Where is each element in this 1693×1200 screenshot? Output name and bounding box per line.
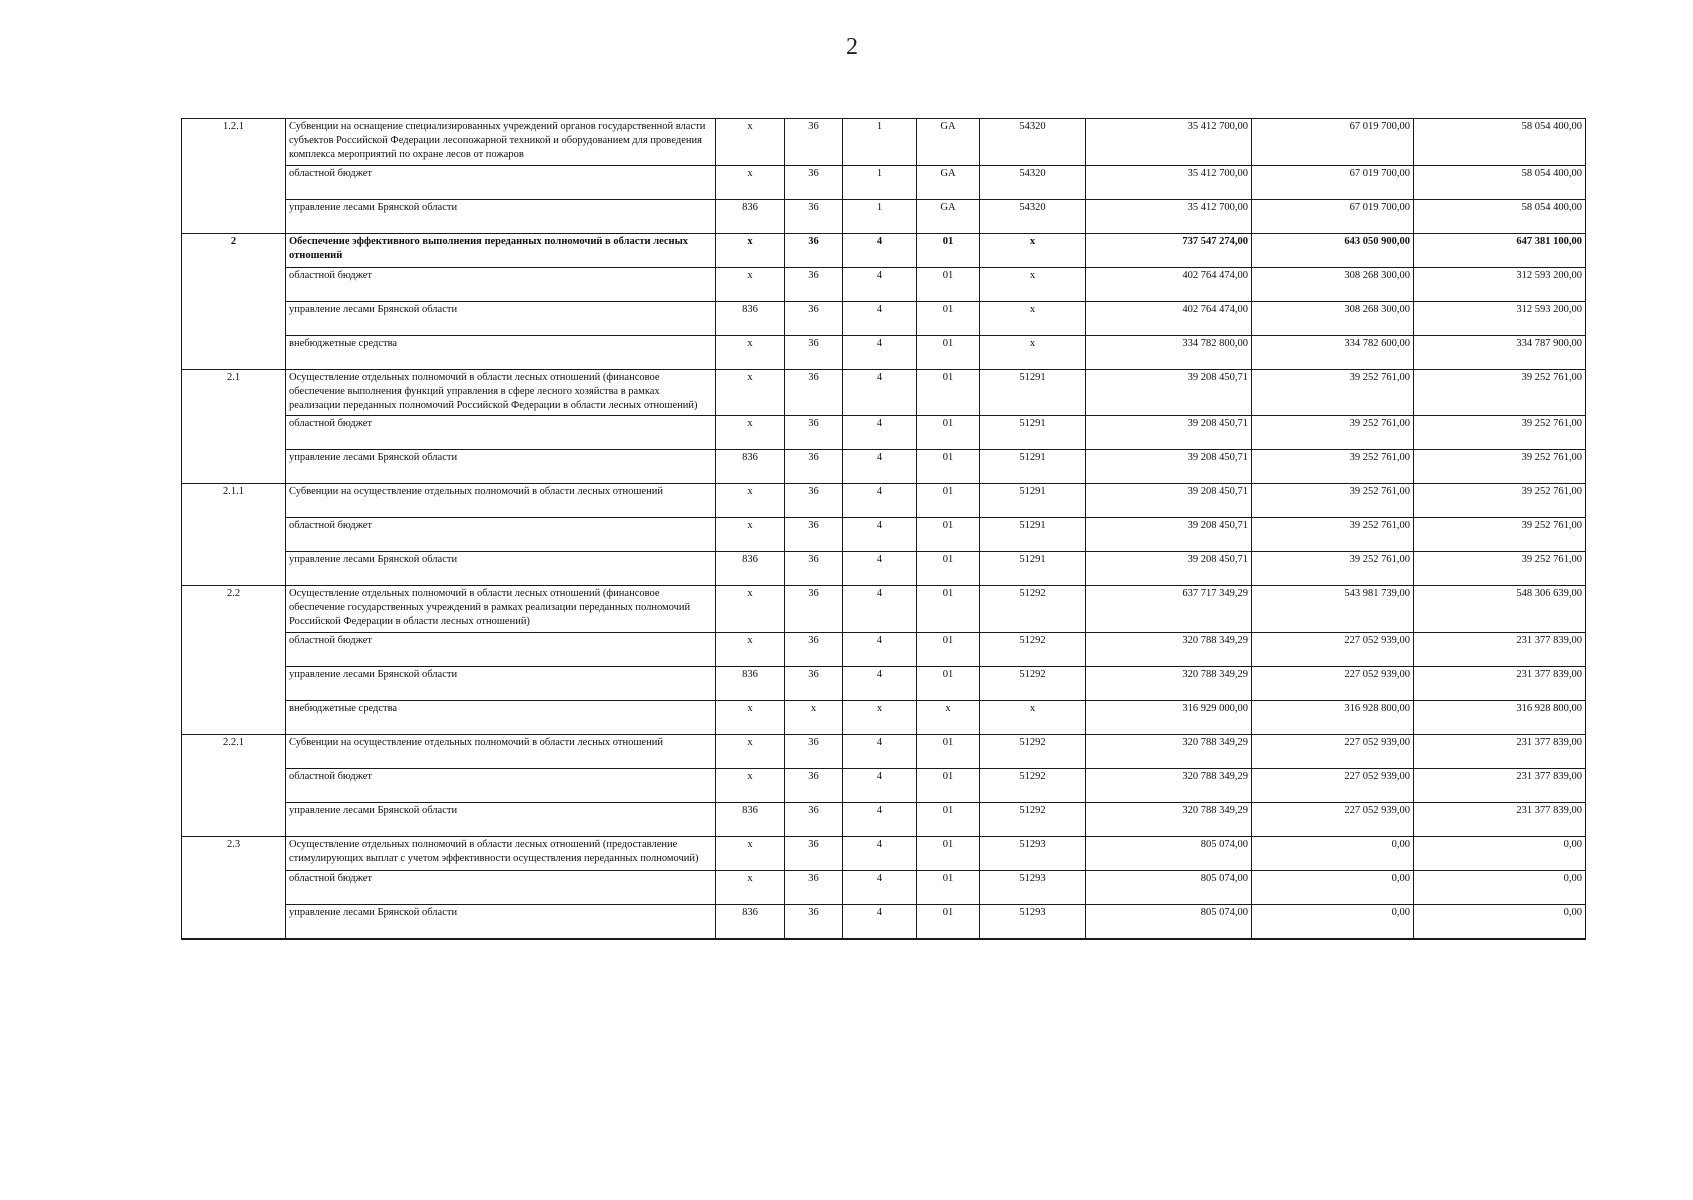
cell-program-code: 36 [785, 768, 843, 802]
cell-program-code: 36 [785, 199, 843, 233]
cell-subprogram-code: 4 [843, 484, 917, 518]
cell-gov-code: 836 [716, 450, 785, 484]
cell-program-code: 36 [785, 335, 843, 369]
cell-direction-code: 51292 [980, 768, 1086, 802]
amount-year-2: 67 019 700,00 [1252, 119, 1414, 166]
table-row [182, 666, 1586, 700]
amount-year-1: 35 412 700,00 [1086, 165, 1252, 199]
table-row [182, 301, 1586, 335]
budget-table [181, 118, 1586, 940]
cell-subprogram-code: 4 [843, 267, 917, 301]
cell-program-code: 36 [785, 416, 843, 450]
cell-subprogram-code: 1 [843, 199, 917, 233]
table-body [182, 119, 1586, 939]
amount-year-2: 227 052 939,00 [1252, 632, 1414, 666]
table-row [182, 870, 1586, 904]
cell-direction-code: 51291 [980, 450, 1086, 484]
table-row [182, 335, 1586, 369]
amount-year-1: 39 208 450,71 [1086, 416, 1252, 450]
table-row [182, 484, 1586, 518]
cell-subprogram-code: 4 [843, 904, 917, 939]
cell-direction-code: x [980, 301, 1086, 335]
row-description: внебюджетные средства [286, 335, 716, 369]
cell-activity-code: 01 [917, 632, 980, 666]
cell-activity-code: 01 [917, 369, 980, 416]
amount-year-3: 231 377 839,00 [1414, 802, 1586, 836]
cell-program-code: 36 [785, 165, 843, 199]
cell-direction-code: 54320 [980, 199, 1086, 233]
cell-gov-code: x [716, 768, 785, 802]
cell-subprogram-code: 4 [843, 586, 917, 633]
cell-subprogram-code: 4 [843, 802, 917, 836]
amount-year-2: 67 019 700,00 [1252, 199, 1414, 233]
table-row [182, 165, 1586, 199]
amount-year-2: 334 782 600,00 [1252, 335, 1414, 369]
amount-year-2: 0,00 [1252, 904, 1414, 939]
amount-year-1: 402 764 474,00 [1086, 301, 1252, 335]
row-description: внебюджетные средства [286, 700, 716, 734]
cell-subprogram-code: 4 [843, 450, 917, 484]
cell-gov-code: x [716, 267, 785, 301]
amount-year-1: 805 074,00 [1086, 836, 1252, 870]
amount-year-3: 0,00 [1414, 836, 1586, 870]
table-row [182, 267, 1586, 301]
amount-year-3: 231 377 839,00 [1414, 734, 1586, 768]
cell-direction-code: 51291 [980, 518, 1086, 552]
cell-activity-code: 01 [917, 335, 980, 369]
cell-subprogram-code: 4 [843, 335, 917, 369]
cell-subprogram-code: 4 [843, 734, 917, 768]
amount-year-1: 39 208 450,71 [1086, 369, 1252, 416]
cell-program-code: 36 [785, 666, 843, 700]
amount-year-1: 320 788 349,29 [1086, 666, 1252, 700]
cell-direction-code: 51292 [980, 632, 1086, 666]
amount-year-2: 67 019 700,00 [1252, 165, 1414, 199]
cell-activity-code: 01 [917, 666, 980, 700]
cell-subprogram-code: 4 [843, 552, 917, 586]
row-description: Обеспечение эффективного выполнения переданных полномочий в области лесных отношений [286, 233, 716, 267]
amount-year-3: 39 252 761,00 [1414, 450, 1586, 484]
cell-subprogram-code: 4 [843, 416, 917, 450]
cell-activity-code: x [917, 700, 980, 734]
row-number: 2 [182, 233, 286, 369]
amount-year-1: 39 208 450,71 [1086, 518, 1252, 552]
cell-gov-code: 836 [716, 552, 785, 586]
amount-year-3: 39 252 761,00 [1414, 518, 1586, 552]
amount-year-3: 58 054 400,00 [1414, 119, 1586, 166]
cell-direction-code: x [980, 700, 1086, 734]
cell-activity-code: 01 [917, 450, 980, 484]
cell-program-code: 36 [785, 233, 843, 267]
amount-year-3: 231 377 839,00 [1414, 666, 1586, 700]
cell-program-code: 36 [785, 836, 843, 870]
cell-gov-code: x [716, 335, 785, 369]
cell-program-code: 36 [785, 267, 843, 301]
cell-program-code: 36 [785, 802, 843, 836]
cell-subprogram-code: x [843, 700, 917, 734]
row-number: 2.2.1 [182, 734, 286, 836]
amount-year-3: 312 593 200,00 [1414, 301, 1586, 335]
cell-gov-code: x [716, 700, 785, 734]
amount-year-1: 320 788 349,29 [1086, 768, 1252, 802]
cell-program-code: 36 [785, 518, 843, 552]
amount-year-2: 39 252 761,00 [1252, 552, 1414, 586]
row-number: 2.1 [182, 369, 286, 484]
row-description: Субвенции на осуществление отдельных полномочий в области лесных отношений [286, 484, 716, 518]
cell-direction-code: 51292 [980, 586, 1086, 633]
cell-direction-code: 51292 [980, 666, 1086, 700]
amount-year-2: 39 252 761,00 [1252, 369, 1414, 416]
cell-gov-code: x [716, 165, 785, 199]
cell-direction-code: 54320 [980, 119, 1086, 166]
cell-gov-code: x [716, 119, 785, 166]
cell-activity-code: GA [917, 119, 980, 166]
cell-subprogram-code: 4 [843, 369, 917, 416]
table-row [182, 199, 1586, 233]
amount-year-2: 227 052 939,00 [1252, 666, 1414, 700]
cell-subprogram-code: 4 [843, 233, 917, 267]
cell-activity-code: 01 [917, 233, 980, 267]
amount-year-2: 227 052 939,00 [1252, 768, 1414, 802]
amount-year-3: 0,00 [1414, 904, 1586, 939]
cell-subprogram-code: 4 [843, 836, 917, 870]
cell-direction-code: 51293 [980, 870, 1086, 904]
cell-gov-code: x [716, 734, 785, 768]
row-description: областной бюджет [286, 632, 716, 666]
amount-year-1: 35 412 700,00 [1086, 119, 1252, 166]
cell-activity-code: 01 [917, 904, 980, 939]
cell-program-code: 36 [785, 119, 843, 166]
cell-direction-code: 54320 [980, 165, 1086, 199]
cell-direction-code: 51293 [980, 904, 1086, 939]
cell-activity-code: 01 [917, 586, 980, 633]
amount-year-3: 58 054 400,00 [1414, 165, 1586, 199]
table-row [182, 450, 1586, 484]
row-description: управление лесами Брянской области [286, 904, 716, 939]
amount-year-2: 39 252 761,00 [1252, 416, 1414, 450]
cell-gov-code: x [716, 416, 785, 450]
amount-year-1: 39 208 450,71 [1086, 484, 1252, 518]
cell-direction-code: 51292 [980, 802, 1086, 836]
amount-year-3: 647 381 100,00 [1414, 233, 1586, 267]
row-number: 1.2.1 [182, 119, 286, 234]
cell-program-code: 36 [785, 301, 843, 335]
cell-activity-code: 01 [917, 301, 980, 335]
row-description: управление лесами Брянской области [286, 666, 716, 700]
cell-gov-code: x [716, 632, 785, 666]
row-description: Субвенции на осуществление отдельных полномочий в области лесных отношений [286, 734, 716, 768]
table-row [182, 700, 1586, 734]
amount-year-2: 227 052 939,00 [1252, 734, 1414, 768]
amount-year-1: 334 782 800,00 [1086, 335, 1252, 369]
row-description: управление лесами Брянской области [286, 552, 716, 586]
table-row [182, 518, 1586, 552]
row-description: областной бюджет [286, 518, 716, 552]
table-row [182, 233, 1586, 267]
cell-gov-code: x [716, 233, 785, 267]
amount-year-3: 39 252 761,00 [1414, 484, 1586, 518]
cell-activity-code: GA [917, 165, 980, 199]
cell-activity-code: 01 [917, 416, 980, 450]
amount-year-2: 0,00 [1252, 836, 1414, 870]
row-description: управление лесами Брянской области [286, 199, 716, 233]
row-number: 2.2 [182, 586, 286, 735]
table-row [182, 802, 1586, 836]
amount-year-3: 58 054 400,00 [1414, 199, 1586, 233]
table-row [182, 552, 1586, 586]
amount-year-3: 231 377 839,00 [1414, 632, 1586, 666]
cell-gov-code: x [716, 586, 785, 633]
cell-direction-code: x [980, 267, 1086, 301]
cell-subprogram-code: 4 [843, 301, 917, 335]
amount-year-3: 548 306 639,00 [1414, 586, 1586, 633]
cell-program-code: 36 [785, 552, 843, 586]
amount-year-3: 316 928 800,00 [1414, 700, 1586, 734]
amount-year-2: 316 928 800,00 [1252, 700, 1414, 734]
row-description: Осуществление отдельных полномочий в области лесных отношений (финансовое обеспечение государственных учреждений в рамках реализации переданных полномочий Российской Федерации в области лесных отношений) [286, 586, 716, 633]
row-description: управление лесами Брянской области [286, 301, 716, 335]
table-row [182, 734, 1586, 768]
cell-direction-code: 51293 [980, 836, 1086, 870]
cell-gov-code: 836 [716, 301, 785, 335]
cell-activity-code: GA [917, 199, 980, 233]
cell-gov-code: 836 [716, 199, 785, 233]
cell-subprogram-code: 4 [843, 768, 917, 802]
amount-year-3: 39 252 761,00 [1414, 552, 1586, 586]
cell-gov-code: x [716, 518, 785, 552]
amount-year-2: 0,00 [1252, 870, 1414, 904]
row-number: 2.3 [182, 836, 286, 939]
table-row [182, 836, 1586, 870]
cell-direction-code: 51291 [980, 369, 1086, 416]
cell-direction-code: 51291 [980, 552, 1086, 586]
row-description: Осуществление отдельных полномочий в области лесных отношений (предоставление стимулирующих выплат с учетом эффективности осуществления переданных полномочий) [286, 836, 716, 870]
cell-activity-code: 01 [917, 802, 980, 836]
amount-year-2: 308 268 300,00 [1252, 301, 1414, 335]
cell-direction-code: 51291 [980, 484, 1086, 518]
amount-year-3: 39 252 761,00 [1414, 416, 1586, 450]
amount-year-1: 39 208 450,71 [1086, 450, 1252, 484]
amount-year-3: 334 787 900,00 [1414, 335, 1586, 369]
table-row [182, 586, 1586, 633]
amount-year-1: 320 788 349,29 [1086, 734, 1252, 768]
cell-program-code: 36 [785, 632, 843, 666]
row-description: управление лесами Брянской области [286, 450, 716, 484]
cell-gov-code: 836 [716, 802, 785, 836]
cell-activity-code: 01 [917, 518, 980, 552]
row-description: Субвенции на оснащение специализированных учреждений органов государственной власти субъектов Российской Федерации лесопожарной техникой и оборудованием для проведения комплекса мероприятий по охране лесов от пожаров [286, 119, 716, 166]
cell-subprogram-code: 4 [843, 632, 917, 666]
row-description: управление лесами Брянской области [286, 802, 716, 836]
cell-direction-code: 51292 [980, 734, 1086, 768]
cell-program-code: 36 [785, 484, 843, 518]
row-description: Осуществление отдельных полномочий в области лесных отношений (финансовое обеспечение выполнения функций управления в сфере лесного хозяйства в рамках реализации переданных полномочий Российской Федерации в области лесных отношений) [286, 369, 716, 416]
cell-direction-code: x [980, 233, 1086, 267]
row-description: областной бюджет [286, 267, 716, 301]
amount-year-3: 231 377 839,00 [1414, 768, 1586, 802]
cell-subprogram-code: 4 [843, 666, 917, 700]
amount-year-2: 39 252 761,00 [1252, 484, 1414, 518]
amount-year-1: 637 717 349,29 [1086, 586, 1252, 633]
amount-year-1: 402 764 474,00 [1086, 267, 1252, 301]
table-row [182, 904, 1586, 939]
amount-year-2: 39 252 761,00 [1252, 450, 1414, 484]
amount-year-1: 737 547 274,00 [1086, 233, 1252, 267]
cell-subprogram-code: 1 [843, 165, 917, 199]
cell-gov-code: x [716, 870, 785, 904]
cell-gov-code: 836 [716, 666, 785, 700]
cell-subprogram-code: 4 [843, 870, 917, 904]
row-description: областной бюджет [286, 416, 716, 450]
cell-program-code: 36 [785, 369, 843, 416]
table-row [182, 768, 1586, 802]
cell-program-code: 36 [785, 734, 843, 768]
amount-year-1: 805 074,00 [1086, 904, 1252, 939]
cell-gov-code: x [716, 484, 785, 518]
amount-year-1: 39 208 450,71 [1086, 552, 1252, 586]
row-description: областной бюджет [286, 768, 716, 802]
cell-program-code: 36 [785, 904, 843, 939]
amount-year-2: 227 052 939,00 [1252, 802, 1414, 836]
cell-direction-code: x [980, 335, 1086, 369]
amount-year-1: 320 788 349,29 [1086, 802, 1252, 836]
row-description: областной бюджет [286, 165, 716, 199]
cell-subprogram-code: 1 [843, 119, 917, 166]
amount-year-3: 0,00 [1414, 870, 1586, 904]
row-description: областной бюджет [286, 870, 716, 904]
amount-year-1: 805 074,00 [1086, 870, 1252, 904]
amount-year-2: 39 252 761,00 [1252, 518, 1414, 552]
table-row [182, 632, 1586, 666]
cell-activity-code: 01 [917, 484, 980, 518]
cell-activity-code: 01 [917, 768, 980, 802]
amount-year-2: 543 981 739,00 [1252, 586, 1414, 633]
cell-program-code: x [785, 700, 843, 734]
cell-activity-code: 01 [917, 267, 980, 301]
cell-gov-code: 836 [716, 904, 785, 939]
table-row [182, 416, 1586, 450]
cell-program-code: 36 [785, 450, 843, 484]
table-row [182, 369, 1586, 416]
amount-year-3: 312 593 200,00 [1414, 267, 1586, 301]
amount-year-2: 308 268 300,00 [1252, 267, 1414, 301]
cell-program-code: 36 [785, 586, 843, 633]
row-number: 2.1.1 [182, 484, 286, 586]
cell-activity-code: 01 [917, 734, 980, 768]
amount-year-3: 39 252 761,00 [1414, 369, 1586, 416]
cell-subprogram-code: 4 [843, 518, 917, 552]
table-row [182, 119, 1586, 166]
cell-gov-code: x [716, 369, 785, 416]
amount-year-2: 643 050 900,00 [1252, 233, 1414, 267]
amount-year-1: 316 929 000,00 [1086, 700, 1252, 734]
cell-direction-code: 51291 [980, 416, 1086, 450]
cell-program-code: 36 [785, 870, 843, 904]
cell-activity-code: 01 [917, 870, 980, 904]
page-number: 2 [846, 34, 858, 60]
amount-year-1: 35 412 700,00 [1086, 199, 1252, 233]
cell-activity-code: 01 [917, 552, 980, 586]
cell-gov-code: x [716, 836, 785, 870]
amount-year-1: 320 788 349,29 [1086, 632, 1252, 666]
cell-activity-code: 01 [917, 836, 980, 870]
